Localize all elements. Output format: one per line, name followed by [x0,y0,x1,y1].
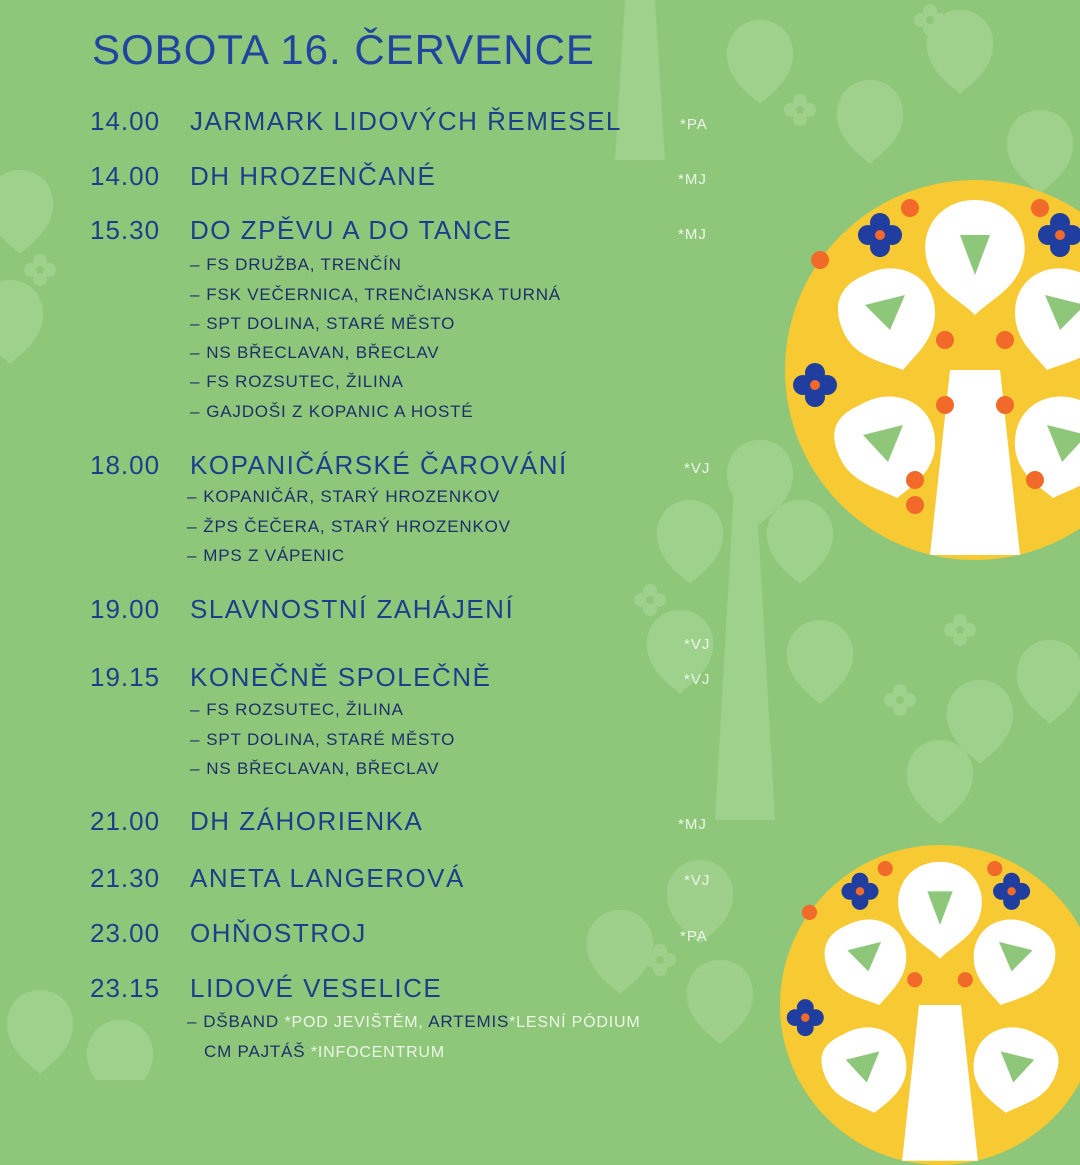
performer-name: SPT DOLINA, STARÉ MĚSTO [206,314,456,333]
venue-note: *LESNÍ PÓDIUM [509,1014,641,1031]
event-venue: *VJ [684,460,711,477]
event-title: ANETA LANGEROVÁ [190,863,465,893]
event-title: OHŇOSTROJ [190,918,367,948]
dash: – [190,402,201,421]
event-venue: *MJ [678,816,707,833]
dash: – [190,372,201,391]
dash: – [190,343,201,362]
performer-name: GAJDOŠI Z KOPANIC A HOSTÉ [206,402,474,421]
event-time: 14.00 [90,161,161,191]
event-venue: *VJ [684,636,711,653]
performer-name: DŠBAND [203,1012,279,1031]
performer-name: KOPANIČÁR, STARÝ HROZENKOV [203,487,501,506]
performer-item [190,402,473,422]
performer-name: ŽPS ČEČERA, STARÝ HROZENKOV [203,517,511,536]
event-venue: *VJ [684,872,711,889]
performer-name: NS BŘECLAVAN, BŘECLAV [206,343,440,362]
performer-item [187,487,500,507]
performer-item [190,759,439,779]
dash: – [190,700,201,719]
performer-name: FS ROZSUTEC, ŽILINA [206,700,404,719]
event-venue: *PA [680,928,708,945]
performer-item [190,372,404,392]
dash: – [190,285,201,304]
dash: – [187,1012,198,1031]
event-time: 18.00 [90,450,161,480]
performer-item [190,343,439,363]
dash: – [190,759,201,778]
performer-item [204,1042,445,1062]
performer-item [187,546,345,566]
performer-item [190,285,561,305]
page-title: SOBOTA 16. ČERVENCE [92,26,595,73]
performer-name: MPS Z VÁPENIC [203,546,345,565]
venue-note: *INFOCENTRUM [310,1044,445,1061]
event-venue: *MJ [678,226,707,243]
dash: – [190,255,201,274]
performer-item [190,730,455,750]
event-title: JARMARK LIDOVÝCH ŘEMESEL [190,106,622,136]
performer-name: FS ROZSUTEC, ŽILINA [206,372,404,391]
dash: – [187,517,198,536]
event-time: 23.15 [90,973,161,1003]
event-time: 21.30 [90,863,161,893]
performer-name: FS DRUŽBA, TRENČÍN [206,255,402,274]
folk-medallion-top [785,180,1080,560]
event-time: 21.00 [90,806,161,836]
dash: – [187,487,198,506]
event-venue: *MJ [678,171,707,188]
venue-note: *POD JEVIŠTĚM, [284,1014,424,1031]
performer-item [190,255,402,275]
dash: – [190,730,201,749]
performer-item [187,517,511,537]
event-time: 15.30 [90,215,161,245]
performer-name: SPT DOLINA, STARÉ MĚSTO [206,730,456,749]
event-time: 23.00 [90,918,161,948]
event-title: LIDOVÉ VESELICE [190,973,443,1003]
event-title: DH HROZENČANÉ [190,161,437,191]
event-venue: *VJ [684,671,711,688]
folk-medallion-bottom [780,845,1080,1165]
performer-name: FSK VEČERNICA, TRENČIANSKA TURNÁ [206,285,561,304]
event-time: 19.00 [90,594,161,624]
event-title: SLAVNOSTNÍ ZAHÁJENÍ [190,594,515,624]
event-time: 19.15 [90,662,161,692]
performer-item [190,700,404,720]
event-title: DH ZÁHORIENKA [190,806,424,836]
event-title: DO ZPĚVU A DO TANCE [190,215,513,245]
event-title: KONEČNĚ SPOLEČNĚ [190,662,492,692]
dash: – [187,546,198,565]
performer-item [187,1012,640,1032]
performer-item [190,314,455,334]
performer-name: NS BŘECLAVAN, BŘECLAV [206,759,440,778]
dash: – [190,314,201,333]
performer-name: CM PAJTÁŠ [204,1042,306,1061]
event-title: KOPANIČÁRSKÉ ČAROVÁNÍ [190,450,568,480]
performer-name: ARTEMIS [428,1012,510,1031]
event-time: 14.00 [90,106,161,136]
event-venue: *PA [680,116,708,133]
